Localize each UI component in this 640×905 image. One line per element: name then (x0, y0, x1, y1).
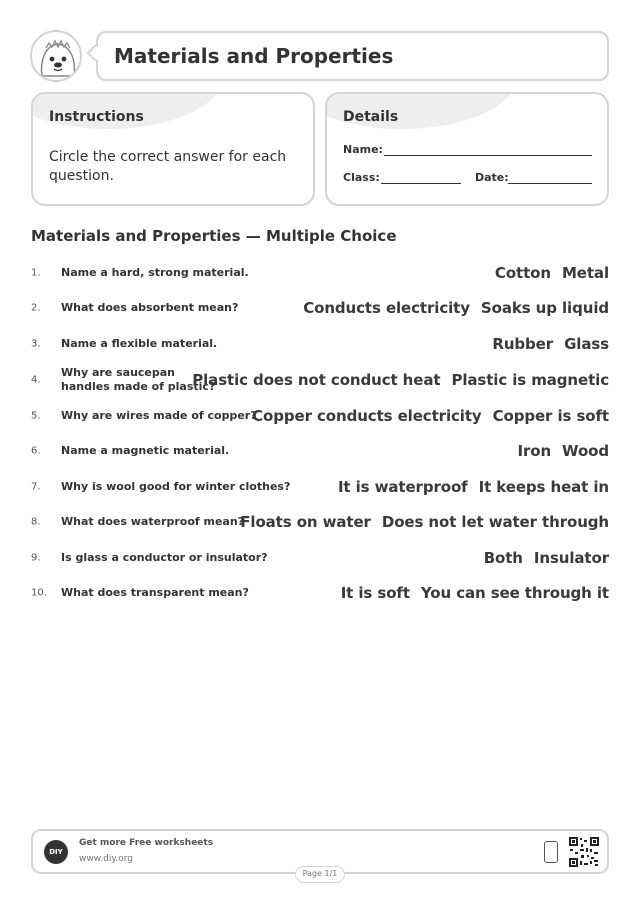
question-number: 3. (31, 338, 41, 350)
question-text: Name a flexible material. (61, 337, 218, 350)
footer-link[interactable]: www.diy.org (79, 854, 133, 864)
answer-options (338, 478, 609, 496)
question-number: 7. (31, 481, 41, 493)
answer-option[interactable]: Conducts electricity (303, 299, 470, 317)
diy-logo[interactable]: DIY (44, 840, 68, 864)
answer-option[interactable]: Plastic does not conduct heat (192, 371, 441, 389)
question-number: 5. (31, 410, 41, 422)
question-number: 6. (31, 445, 41, 457)
details-heading: Details (343, 109, 399, 125)
answer-options (341, 584, 609, 602)
answer-option[interactable]: Copper conducts electricity (252, 407, 482, 425)
question-text: What does waterproof mean? (61, 515, 245, 528)
question-number: 8. (31, 516, 41, 528)
answer-option[interactable]: Cotton (494, 264, 551, 282)
question-row (0, 541, 640, 575)
answer-option[interactable]: Does not let water through (381, 513, 609, 531)
question-text: Why is wool good for winter clothes? (61, 480, 291, 493)
date-field[interactable] (508, 183, 592, 184)
section-title: Materials and Properties — Multiple Choice (31, 227, 397, 245)
answer-options (303, 299, 609, 317)
title-box (96, 31, 609, 81)
question-text: Name a hard, strong material. (61, 266, 249, 279)
answer-option[interactable]: Plastic is magnetic (451, 371, 609, 389)
question-row (0, 576, 640, 610)
page-number-badge: Page 1/1 (295, 866, 345, 883)
name-field[interactable] (384, 155, 592, 156)
answer-options (484, 549, 609, 567)
answer-option[interactable]: Iron (517, 442, 552, 460)
answer-option[interactable]: Wood (562, 442, 609, 460)
question-text: What does absorbent mean? (61, 301, 239, 314)
answer-options (492, 335, 609, 353)
question-number: 4. (31, 374, 41, 386)
date-label: Date: (475, 171, 509, 184)
qr-code-icon[interactable] (568, 836, 600, 868)
answer-option[interactable]: Soaks up liquid (480, 299, 609, 317)
class-label: Class: (343, 171, 380, 184)
phone-icon (544, 841, 558, 863)
answer-option[interactable]: Metal (561, 264, 609, 282)
question-row (0, 505, 640, 539)
question-row (0, 363, 640, 397)
answer-options (495, 264, 609, 282)
answer-options (252, 407, 609, 425)
answer-option[interactable]: It is soft (340, 584, 410, 602)
answer-option[interactable]: You can see through it (420, 584, 609, 602)
answer-option[interactable]: Glass (564, 335, 609, 353)
answer-option[interactable]: Insulator (533, 549, 609, 567)
question-text: Why are wires made of copper? (61, 409, 257, 422)
answer-options (240, 513, 609, 531)
instructions-text: Circle the correct answer for each question. (49, 149, 287, 184)
answer-option[interactable]: Copper is soft (492, 407, 609, 425)
answer-options (517, 442, 609, 460)
question-text: Is glass a conductor or insulator? (61, 551, 268, 564)
answer-option[interactable]: It is waterproof (337, 478, 468, 496)
answer-option[interactable]: Floats on water (240, 513, 371, 531)
page-title: Materials and Properties (114, 44, 394, 68)
footer-promo-text: Get more Free worksheets (79, 838, 214, 848)
question-text: What does transparent mean? (61, 586, 249, 599)
question-row (0, 434, 640, 468)
answer-option[interactable]: It keeps heat in (478, 478, 609, 496)
answer-option[interactable]: Both (483, 549, 523, 567)
class-field[interactable] (381, 183, 461, 184)
mascot-icon (30, 30, 82, 82)
question-number: 10. (31, 587, 47, 599)
details-card (325, 92, 609, 206)
question-text: Name a magnetic material. (61, 444, 230, 457)
question-number: 1. (31, 267, 41, 279)
question-row (0, 291, 640, 325)
question-row (0, 256, 640, 290)
question-text: Why are saucepan handles made of plastic? (61, 366, 216, 393)
question-row (0, 470, 640, 504)
instructions-card (31, 92, 315, 206)
instructions-heading: Instructions (49, 109, 144, 125)
answer-options (192, 371, 609, 389)
question-number: 2. (31, 302, 41, 314)
name-label: Name: (343, 143, 383, 156)
answer-option[interactable]: Rubber (492, 335, 554, 353)
question-row (0, 327, 640, 361)
question-row (0, 399, 640, 433)
question-number: 9. (31, 552, 41, 564)
